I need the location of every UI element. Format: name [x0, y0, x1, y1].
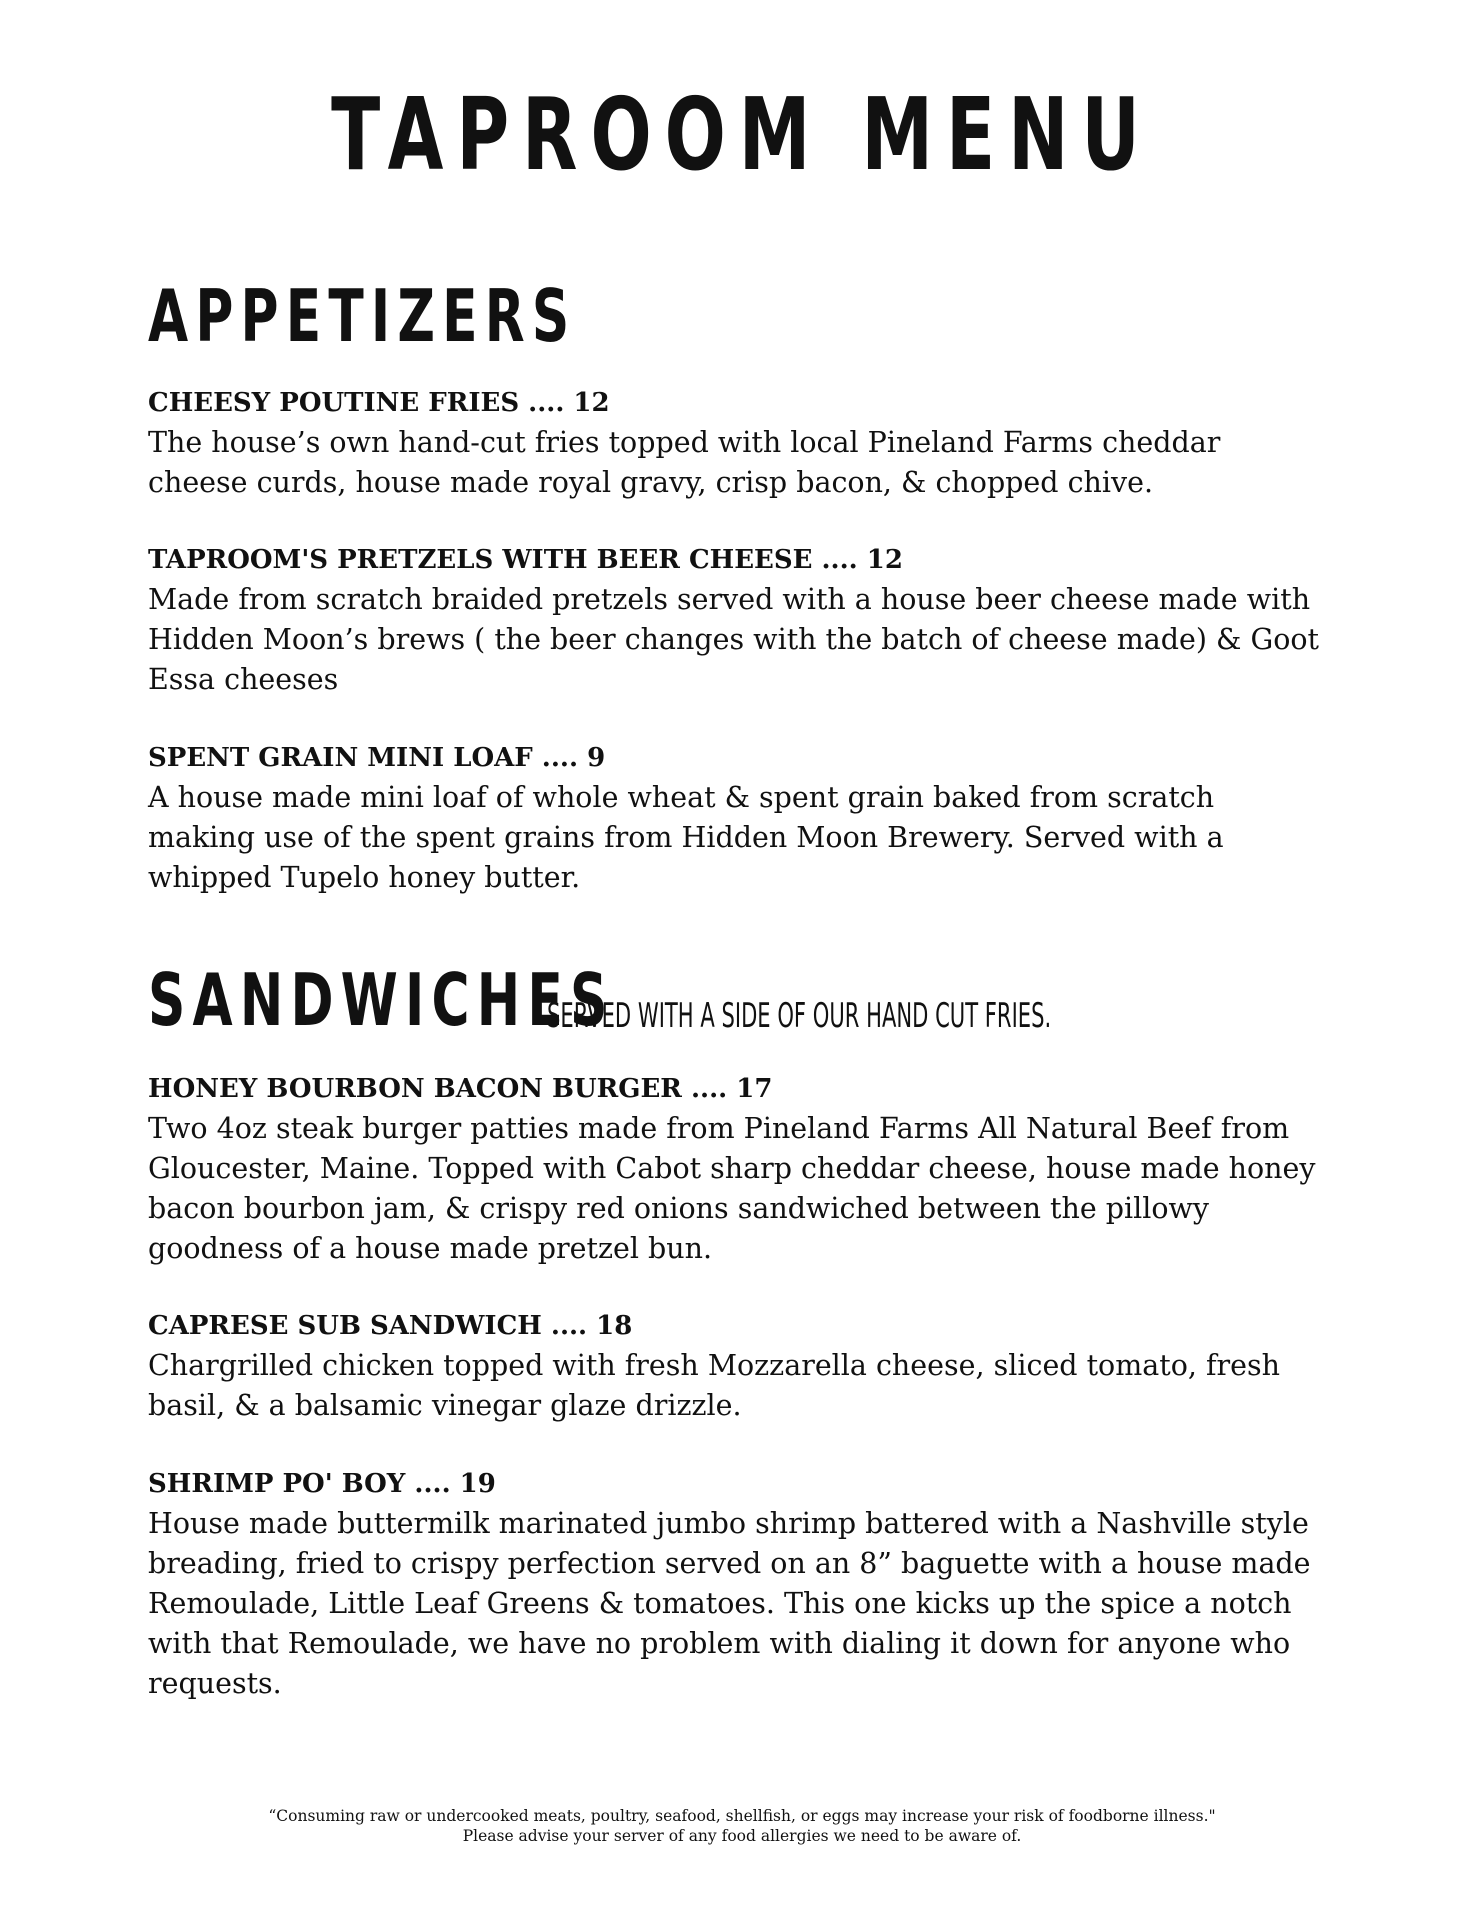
menu-item-name: TAPROOM'S PRETZELS WITH BEER CHEESE .... 12 [148, 545, 903, 575]
menu-item-name: SHRIMP PO' BOY .... 19 [148, 1469, 496, 1499]
footer-line-allergy-notice: Please advise your server of any food allergies we need to be aware of. [462, 1827, 1022, 1845]
menu-item-caprese-sub-sandwich [148, 1306, 1348, 1426]
menu-item-description: House made buttermilk marinated jumbo shrimp battered with a Nashville style breading, fried to crispy perfection served on an 8” baguette with a house made Remoulade, Little Leaf Greens & tomatoes. This one kicks up the spice a notch with that Remoulade, we have no problem with dialing it down for anyone who requests. [148, 1507, 1311, 1700]
footer-line-foodborne-warning: “Consuming raw or undercooked meats, poultry, seafood, shellfish, or eggs may increase your risk of foodborne illness." [268, 1807, 1216, 1825]
menu-item-name: CHEESY POUTINE FRIES .... 12 [148, 388, 610, 418]
menu-item-honey-bourbon-bacon-burger [148, 1069, 1348, 1269]
menu-item-spent-grain-mini-loaf [148, 738, 1348, 898]
menu-item-description: The house’s own hand-cut fries topped with local Pineland Farms cheddar cheese curds, house made royal gravy, crisp bacon, & chopped chive. [148, 426, 1221, 499]
menu-item-cheesy-poutine-fries [148, 383, 1348, 503]
section-heading-appetizers: APPETIZERS [148, 274, 577, 358]
menu-item-description: A house made mini loaf of whole wheat & spent grain baked from scratch making use of the spent grains from Hidden Moon Brewery. Served with a whipped Tupelo honey butter. [148, 781, 1224, 894]
page-title: TAPROOM MENU [331, 76, 1153, 193]
section-heading-sandwiches: SANDWICHES [148, 958, 615, 1042]
menu-item-name: SPENT GRAIN MINI LOAF .... 9 [148, 743, 606, 773]
menu-item-taprooms-pretzels [148, 540, 1348, 700]
menu-item-description: Chargrilled chicken topped with fresh Mozzarella cheese, sliced tomato, fresh basil, & a balsamic vinegar glaze drizzle. [148, 1349, 1280, 1422]
menu-item-shrimp-po-boy [148, 1464, 1348, 1704]
menu-item-name: HONEY BOURBON BACON BURGER .... 17 [148, 1074, 773, 1104]
menu-item-description: Two 4oz steak burger patties made from Pineland Farms All Natural Beef from Gloucester, Maine. Topped with Cabot sharp cheddar cheese, house made honey bacon bourbon jam, & crispy red onions sandwiched between the pillowy goodness of a house made pretzel bun. [148, 1112, 1316, 1265]
menu-item-description: Made from scratch braided pretzels served with a house beer cheese made with Hidden Moon’s brews ( the beer changes with the batch of cheese made) & Goot Essa cheeses [148, 583, 1319, 696]
footer-disclaimer [0, 1806, 1484, 1846]
section-note-sandwiches: SERVED WITH A SIDE OF OUR HAND CUT FRIES. [547, 996, 1052, 1036]
menu-item-name: CAPRESE SUB SANDWICH .... 18 [148, 1311, 633, 1341]
